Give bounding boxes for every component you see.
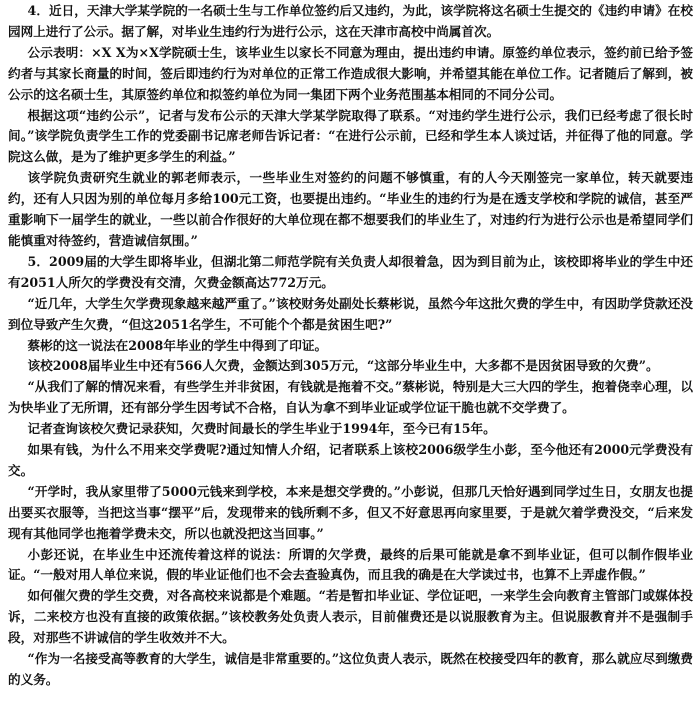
paragraph-14: 如何催欠费的学生交费，对各高校来说都是个难题。“若是暂扣毕业证、学位证吧，一来学生会向教育主管部门或媒体投诉，二来校方也没有直接的政策依据。”该校教务处负责人表示，目前催费还是以说服教育为主。但说服教育并不是强制手段，对那些不讲诚信的学生收效并不大。 bbox=[8, 588, 693, 646]
paragraph-13: 小彭还说，在毕业生中还流传着这样的说法：所谓的欠学费，最终的后果可能就是拿不到毕业证，但可以制作假毕业证。“一般对用人单位来说，假的毕业证他们也不会去查验真伪，而且我的确是在大学读过书，也算不上弄虚作假。” bbox=[8, 546, 693, 583]
paragraph-10: 记者查询该校欠费记录获知，欠费时间最长的学生毕业于1994年，至今已有15年。 bbox=[27, 421, 496, 437]
paragraph-2: 公示表明：×X X为×X学院硕士生，该毕业生以家长不同意为理由，提出违约申请。原签约单位表示，签约前已给予签约者与其家长商量的时间，签后即违约行为对单位的正常工作造成很大影响，并希望其能在单位工作。记者随后了解到，被公示的这名硕士生，其原签约单位和拟签约单位为同一集团下两个业务范围基本相同的不同分公司。 bbox=[8, 44, 693, 102]
paragraph-9: “从我们了解的情况来看，有些学生并非贫困，有钱就是拖着不交。”蔡彬说，特别是大三大四的学生，抱着侥幸心理，以为快毕业了无所谓，还有部分学生因考试不合格，自认为拿不到毕业证或学位证干脆也就不交学费了。 bbox=[8, 379, 693, 416]
paragraph-6: “近几年，大学生欠学费现象越来越严重了。”该校财务处副处长蔡彬说，虽然今年这批欠费的学生中，有因助学贷款还没到位导致产生欠费，“但这2051名学生，不可能个个都是贫困生吧?” bbox=[8, 295, 693, 332]
paragraph-4: 该学院负责研究生就业的郭老师表示，一些毕业生对签约的问题不够慎重，有的人今天刚签完一家单位，转天就要违约，还有人只因为别的单位每月多给100元工资，也要提出违约。“毕业生的违约行为是在透支学校和学院的诚信，甚至严重影响下一届学生的就业，一些以前合作很好的大单位现在都不想要我们的毕业生了，对违约行为进行公示也是希望同学们能慎重对待签约，营造诚信氛围。” bbox=[8, 170, 693, 248]
paragraph-12: “开学时，我从家里带了5000元钱来到学校，本来是想交学费的。”小彭说，但那几天恰好遇到同学过生日，女朋友也提出要买衣服等，当把这当事“摆平”后，发现带来的钱所剩不多，但又不好意思再向家里要，于是就欠着学费没交，“后来发现有其他同学也拖着学费未交，所以也就没把这当回事。” bbox=[8, 483, 693, 541]
paragraph-15: “作为一名接受高等教育的大学生，诚信是非常重要的。”这位负责人表示，既然在校接受四年的教育，那么就应尽到缴费的义务。 bbox=[8, 651, 693, 687]
paragraph-7: 蔡彬的这一说法在2008年毕业的学生中得到了印证。 bbox=[27, 337, 328, 353]
paragraph-8: 该校2008届毕业生中还有566人欠费，金额达到305万元，“这部分毕业生中，大多都不是因贫困导致的欠费”。 bbox=[27, 358, 659, 374]
paragraph-11: 如果有钱，为什么不用来交学费呢?通过知情人介绍，记者联系上该校2006级学生小彭，至今他还有2000元学费没有交。 bbox=[8, 442, 693, 478]
paragraph-5: 5．2009届的大学生即将毕业，但湖北第二师范学院有关负责人却很着急，因为到目前为止，该校即将毕业的学生中还有2051人所欠的学费没有交清，欠费金额高达772万元。 bbox=[8, 253, 693, 290]
paragraph-1: 4．近日，天津大学某学院的一名硕士生与工作单位签约后又违约，为此，该学院将这名硕士生提交的《违约申请》在校园网上进行了公示。据了解，对毕业生违约行为进行公示，这在天津市高校中尚属首次。 bbox=[8, 3, 693, 39]
paragraph-3: 根据这项“违约公示”，记者与发布公示的天津大学某学院取得了联系。“对违约学生进行公示，我们已经考虑了很长时间。”该学院负责学生工作的党委副书记席老师告诉记者：“在进行公示前，已经和学生本人谈过话，并征得了他的同意。学院这么做，是为了维护更多学生的利益。” bbox=[8, 107, 693, 165]
